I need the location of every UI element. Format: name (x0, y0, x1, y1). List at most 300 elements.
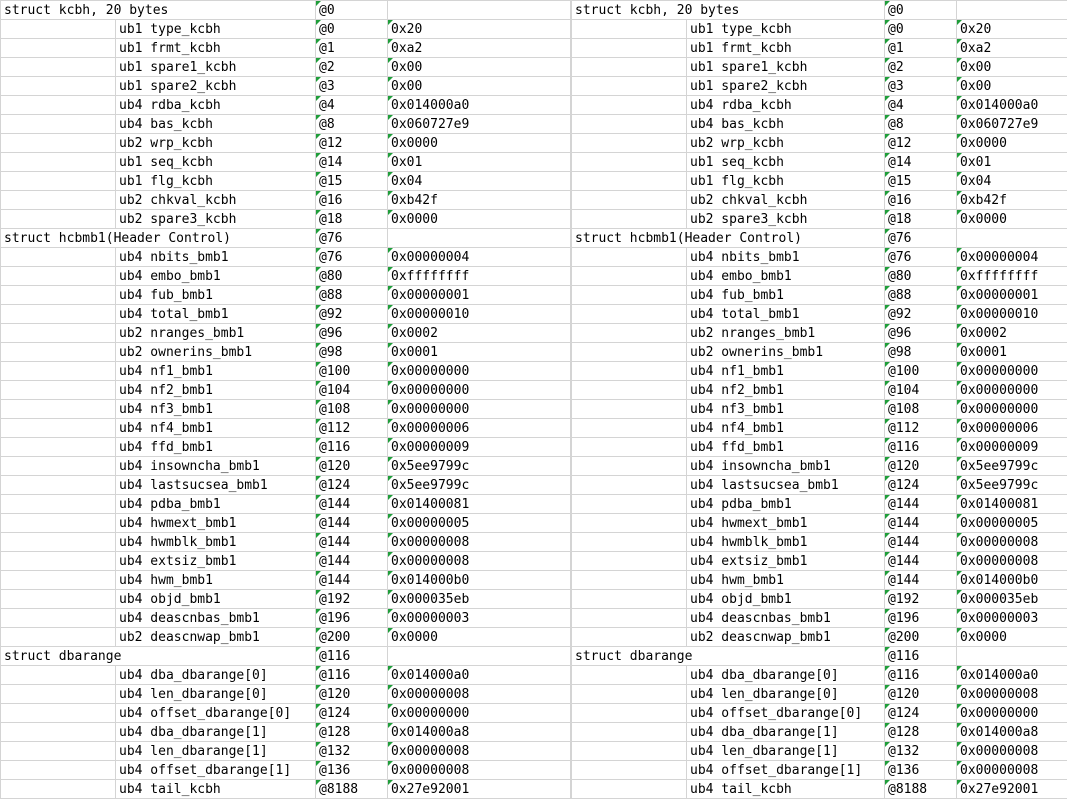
value-cell[interactable]: 0x00 (388, 77, 571, 96)
field-name-cell[interactable]: ub4 pdba_bmb1 (116, 495, 316, 514)
indent-cell[interactable] (572, 362, 687, 381)
value-cell[interactable]: 0x014000a0 (388, 96, 571, 115)
value-cell[interactable]: 0x00000008 (388, 552, 571, 571)
field-name-cell[interactable]: ub1 spare2_kcbh (116, 77, 316, 96)
field-name-cell[interactable]: ub4 insowncha_bmb1 (116, 457, 316, 476)
offset-cell[interactable]: @136 (316, 761, 388, 780)
indent-cell[interactable] (1, 723, 116, 742)
field-name-cell[interactable]: ub4 hwmblk_bmb1 (116, 533, 316, 552)
field-name-cell[interactable]: ub4 dba_dbarange[1] (687, 723, 885, 742)
offset-cell[interactable]: @108 (885, 400, 957, 419)
field-name-cell[interactable]: ub4 extsiz_bmb1 (116, 552, 316, 571)
value-cell[interactable]: 0x00000008 (957, 761, 1067, 780)
value-cell[interactable]: 0x00000008 (388, 685, 571, 704)
indent-cell[interactable] (1, 419, 116, 438)
field-name-cell[interactable]: ub4 len_dbarange[1] (116, 742, 316, 761)
offset-cell[interactable]: @144 (316, 552, 388, 571)
offset-cell[interactable]: @104 (316, 381, 388, 400)
value-cell[interactable]: 0x01 (957, 153, 1067, 172)
offset-cell[interactable]: @144 (885, 495, 957, 514)
field-name-cell[interactable]: ub4 dba_dbarange[0] (116, 666, 316, 685)
offset-cell[interactable]: @8188 (316, 780, 388, 799)
value-cell[interactable]: 0x00000008 (957, 552, 1067, 571)
offset-cell[interactable]: @8 (885, 115, 957, 134)
field-name-cell[interactable]: ub4 nf4_bmb1 (687, 419, 885, 438)
field-name-cell[interactable]: ub2 spare3_kcbh (116, 210, 316, 229)
indent-cell[interactable] (572, 761, 687, 780)
field-name-cell[interactable]: ub4 objd_bmb1 (687, 590, 885, 609)
indent-cell[interactable] (1, 590, 116, 609)
indent-cell[interactable] (572, 58, 687, 77)
indent-cell[interactable] (1, 742, 116, 761)
indent-cell[interactable] (1, 381, 116, 400)
offset-cell[interactable]: @116 (316, 666, 388, 685)
value-cell[interactable]: 0x5ee9799c (388, 476, 571, 495)
offset-cell[interactable]: @4 (885, 96, 957, 115)
value-cell[interactable]: 0x0001 (957, 343, 1067, 362)
offset-cell[interactable]: @144 (316, 495, 388, 514)
field-name-cell[interactable]: ub1 spare1_kcbh (687, 58, 885, 77)
struct-name-cell[interactable]: struct dbarange (1, 647, 316, 666)
indent-cell[interactable] (572, 324, 687, 343)
offset-cell[interactable]: @98 (316, 343, 388, 362)
value-cell[interactable]: 0x0002 (388, 324, 571, 343)
field-name-cell[interactable]: ub4 objd_bmb1 (116, 590, 316, 609)
indent-cell[interactable] (572, 685, 687, 704)
value-cell[interactable]: 0x27e92001 (957, 780, 1067, 799)
field-name-cell[interactable]: ub4 embo_bmb1 (116, 267, 316, 286)
offset-cell[interactable]: @1 (316, 39, 388, 58)
value-cell[interactable]: 0xffffffff (957, 267, 1067, 286)
value-cell[interactable]: 0x00000008 (957, 742, 1067, 761)
offset-cell[interactable]: @0 (316, 1, 388, 20)
value-cell[interactable]: 0x00000004 (957, 248, 1067, 267)
value-cell[interactable]: 0x014000a0 (957, 96, 1067, 115)
value-cell[interactable]: 0x01400081 (957, 495, 1067, 514)
value-cell[interactable]: 0x0002 (957, 324, 1067, 343)
indent-cell[interactable] (572, 267, 687, 286)
value-cell[interactable]: 0x000035eb (957, 590, 1067, 609)
value-cell[interactable]: 0x00000004 (388, 248, 571, 267)
offset-cell[interactable]: @3 (316, 77, 388, 96)
indent-cell[interactable] (1, 362, 116, 381)
value-cell[interactable]: 0x00000003 (388, 609, 571, 628)
offset-cell[interactable]: @144 (316, 514, 388, 533)
indent-cell[interactable] (1, 514, 116, 533)
value-cell[interactable] (388, 647, 571, 666)
field-name-cell[interactable]: ub4 total_bmb1 (116, 305, 316, 324)
field-name-cell[interactable]: ub2 ownerins_bmb1 (116, 343, 316, 362)
offset-cell[interactable]: @144 (316, 571, 388, 590)
value-cell[interactable]: 0x20 (388, 20, 571, 39)
value-cell[interactable]: 0x04 (388, 172, 571, 191)
indent-cell[interactable] (572, 666, 687, 685)
indent-cell[interactable] (572, 286, 687, 305)
value-cell[interactable]: 0xffffffff (388, 267, 571, 286)
offset-cell[interactable]: @76 (885, 248, 957, 267)
offset-cell[interactable]: @128 (885, 723, 957, 742)
value-cell[interactable]: 0x00000000 (957, 400, 1067, 419)
offset-cell[interactable]: @98 (885, 343, 957, 362)
offset-cell[interactable]: @16 (885, 191, 957, 210)
offset-cell[interactable]: @92 (316, 305, 388, 324)
indent-cell[interactable] (1, 58, 116, 77)
field-name-cell[interactable]: ub4 offset_dbarange[1] (116, 761, 316, 780)
value-cell[interactable]: 0x00000010 (388, 305, 571, 324)
offset-cell[interactable]: @192 (316, 590, 388, 609)
value-cell[interactable]: 0x01400081 (388, 495, 571, 514)
field-name-cell[interactable]: ub4 deascnbas_bmb1 (687, 609, 885, 628)
value-cell[interactable]: 0x014000a0 (388, 666, 571, 685)
field-name-cell[interactable]: ub4 offset_dbarange[0] (687, 704, 885, 723)
field-name-cell[interactable]: ub4 total_bmb1 (687, 305, 885, 324)
offset-cell[interactable]: @132 (885, 742, 957, 761)
value-cell[interactable]: 0x27e92001 (388, 780, 571, 799)
offset-cell[interactable]: @8188 (885, 780, 957, 799)
value-cell[interactable] (957, 1, 1067, 20)
indent-cell[interactable] (572, 153, 687, 172)
indent-cell[interactable] (572, 115, 687, 134)
indent-cell[interactable] (572, 39, 687, 58)
field-name-cell[interactable]: ub4 ffd_bmb1 (116, 438, 316, 457)
indent-cell[interactable] (1, 77, 116, 96)
offset-cell[interactable]: @124 (316, 704, 388, 723)
offset-cell[interactable]: @144 (885, 533, 957, 552)
value-cell[interactable]: 0x00000000 (388, 704, 571, 723)
struct-name-cell[interactable]: struct kcbh, 20 bytes (572, 1, 885, 20)
field-name-cell[interactable]: ub4 fub_bmb1 (116, 286, 316, 305)
indent-cell[interactable] (1, 476, 116, 495)
indent-cell[interactable] (572, 533, 687, 552)
offset-cell[interactable]: @0 (885, 1, 957, 20)
indent-cell[interactable] (1, 286, 116, 305)
indent-cell[interactable] (1, 495, 116, 514)
offset-cell[interactable]: @12 (885, 134, 957, 153)
offset-cell[interactable]: @120 (885, 457, 957, 476)
value-cell[interactable]: 0x00000003 (957, 609, 1067, 628)
indent-cell[interactable] (572, 134, 687, 153)
value-cell[interactable]: 0x5ee9799c (388, 457, 571, 476)
offset-cell[interactable]: @96 (885, 324, 957, 343)
offset-cell[interactable]: @2 (316, 58, 388, 77)
field-name-cell[interactable]: ub4 nf2_bmb1 (116, 381, 316, 400)
value-cell[interactable]: 0x00000005 (388, 514, 571, 533)
indent-cell[interactable] (572, 514, 687, 533)
indent-cell[interactable] (1, 153, 116, 172)
offset-cell[interactable]: @120 (885, 685, 957, 704)
offset-cell[interactable]: @104 (885, 381, 957, 400)
field-name-cell[interactable]: ub4 embo_bmb1 (687, 267, 885, 286)
struct-name-cell[interactable]: struct hcbmb1(Header Control) (1, 229, 316, 248)
indent-cell[interactable] (572, 248, 687, 267)
value-cell[interactable]: 0xa2 (388, 39, 571, 58)
indent-cell[interactable] (1, 191, 116, 210)
indent-cell[interactable] (1, 438, 116, 457)
value-cell[interactable]: 0x0000 (388, 134, 571, 153)
indent-cell[interactable] (1, 343, 116, 362)
field-name-cell[interactable]: ub1 seq_kcbh (687, 153, 885, 172)
offset-cell[interactable]: @144 (316, 533, 388, 552)
indent-cell[interactable] (1, 20, 116, 39)
indent-cell[interactable] (572, 495, 687, 514)
offset-cell[interactable]: @116 (885, 647, 957, 666)
offset-cell[interactable]: @96 (316, 324, 388, 343)
field-name-cell[interactable]: ub1 frmt_kcbh (116, 39, 316, 58)
offset-cell[interactable]: @3 (885, 77, 957, 96)
field-name-cell[interactable]: ub1 flg_kcbh (116, 172, 316, 191)
value-cell[interactable]: 0xb42f (957, 191, 1067, 210)
indent-cell[interactable] (572, 77, 687, 96)
field-name-cell[interactable]: ub4 ffd_bmb1 (687, 438, 885, 457)
field-name-cell[interactable]: ub4 len_dbarange[1] (687, 742, 885, 761)
field-name-cell[interactable]: ub4 nf1_bmb1 (687, 362, 885, 381)
field-name-cell[interactable]: ub4 offset_dbarange[0] (116, 704, 316, 723)
indent-cell[interactable] (572, 400, 687, 419)
indent-cell[interactable] (1, 609, 116, 628)
value-cell[interactable]: 0x00000005 (957, 514, 1067, 533)
offset-cell[interactable]: @4 (316, 96, 388, 115)
value-cell[interactable]: 0x00000009 (388, 438, 571, 457)
field-name-cell[interactable]: ub2 deascnwap_bmb1 (116, 628, 316, 647)
offset-cell[interactable]: @112 (316, 419, 388, 438)
field-name-cell[interactable]: ub1 type_kcbh (116, 20, 316, 39)
field-name-cell[interactable]: ub2 chkval_kcbh (687, 191, 885, 210)
field-name-cell[interactable]: ub4 nf1_bmb1 (116, 362, 316, 381)
value-cell[interactable]: 0x00 (388, 58, 571, 77)
offset-cell[interactable]: @2 (885, 58, 957, 77)
offset-cell[interactable]: @15 (885, 172, 957, 191)
indent-cell[interactable] (1, 533, 116, 552)
indent-cell[interactable] (572, 780, 687, 799)
value-cell[interactable]: 0x00000000 (388, 400, 571, 419)
value-cell[interactable]: 0x000035eb (388, 590, 571, 609)
indent-cell[interactable] (1, 115, 116, 134)
field-name-cell[interactable]: ub2 wrp_kcbh (116, 134, 316, 153)
value-cell[interactable]: 0x00000008 (957, 533, 1067, 552)
offset-cell[interactable]: @128 (316, 723, 388, 742)
value-cell[interactable]: 0x014000b0 (388, 571, 571, 590)
indent-cell[interactable] (572, 343, 687, 362)
field-name-cell[interactable]: ub1 spare1_kcbh (116, 58, 316, 77)
field-name-cell[interactable]: ub4 lastsucsea_bmb1 (687, 476, 885, 495)
offset-cell[interactable]: @100 (316, 362, 388, 381)
offset-cell[interactable]: @120 (316, 685, 388, 704)
value-cell[interactable]: 0x00000000 (957, 362, 1067, 381)
field-name-cell[interactable]: ub2 spare3_kcbh (687, 210, 885, 229)
offset-cell[interactable]: @0 (316, 20, 388, 39)
indent-cell[interactable] (572, 723, 687, 742)
value-cell[interactable]: 0x00000001 (388, 286, 571, 305)
indent-cell[interactable] (1, 305, 116, 324)
value-cell[interactable]: 0x00000009 (957, 438, 1067, 457)
field-name-cell[interactable]: ub2 nranges_bmb1 (687, 324, 885, 343)
field-name-cell[interactable]: ub1 type_kcbh (687, 20, 885, 39)
indent-cell[interactable] (1, 248, 116, 267)
value-cell[interactable] (388, 1, 571, 20)
value-cell[interactable]: 0x20 (957, 20, 1067, 39)
field-name-cell[interactable]: ub4 rdba_kcbh (687, 96, 885, 115)
offset-cell[interactable]: @112 (885, 419, 957, 438)
indent-cell[interactable] (572, 210, 687, 229)
indent-cell[interactable] (1, 96, 116, 115)
value-cell[interactable]: 0xb42f (388, 191, 571, 210)
offset-cell[interactable]: @196 (316, 609, 388, 628)
indent-cell[interactable] (572, 609, 687, 628)
field-name-cell[interactable]: ub4 hwm_bmb1 (116, 571, 316, 590)
value-cell[interactable]: 0x04 (957, 172, 1067, 191)
value-cell[interactable]: 0x01 (388, 153, 571, 172)
field-name-cell[interactable]: ub4 hwmext_bmb1 (116, 514, 316, 533)
field-name-cell[interactable]: ub4 extsiz_bmb1 (687, 552, 885, 571)
value-cell[interactable]: 0x0000 (957, 628, 1067, 647)
offset-cell[interactable]: @16 (316, 191, 388, 210)
value-cell[interactable]: 0x060727e9 (388, 115, 571, 134)
value-cell[interactable]: 0x014000b0 (957, 571, 1067, 590)
offset-cell[interactable]: @144 (885, 514, 957, 533)
indent-cell[interactable] (1, 780, 116, 799)
indent-cell[interactable] (572, 438, 687, 457)
offset-cell[interactable]: @18 (316, 210, 388, 229)
field-name-cell[interactable]: ub4 tail_kcbh (116, 780, 316, 799)
indent-cell[interactable] (572, 590, 687, 609)
indent-cell[interactable] (1, 210, 116, 229)
value-cell[interactable]: 0x00000000 (388, 381, 571, 400)
offset-cell[interactable]: @116 (885, 666, 957, 685)
indent-cell[interactable] (1, 666, 116, 685)
value-cell[interactable]: 0x00000008 (388, 533, 571, 552)
field-name-cell[interactable]: ub4 dba_dbarange[0] (687, 666, 885, 685)
indent-cell[interactable] (1, 628, 116, 647)
value-cell[interactable]: 0x00000000 (388, 362, 571, 381)
field-name-cell[interactable]: ub4 insowncha_bmb1 (687, 457, 885, 476)
value-cell[interactable]: 0x014000a8 (957, 723, 1067, 742)
indent-cell[interactable] (572, 419, 687, 438)
value-cell[interactable]: 0x060727e9 (957, 115, 1067, 134)
offset-cell[interactable]: @200 (316, 628, 388, 647)
value-cell[interactable]: 0x00000006 (957, 419, 1067, 438)
offset-cell[interactable]: @124 (885, 704, 957, 723)
offset-cell[interactable]: @80 (885, 267, 957, 286)
indent-cell[interactable] (1, 571, 116, 590)
field-name-cell[interactable]: ub4 lastsucsea_bmb1 (116, 476, 316, 495)
value-cell[interactable]: 0x00000008 (388, 742, 571, 761)
field-name-cell[interactable]: ub4 bas_kcbh (687, 115, 885, 134)
indent-cell[interactable] (572, 20, 687, 39)
value-cell[interactable] (957, 229, 1067, 248)
value-cell[interactable]: 0x00000006 (388, 419, 571, 438)
field-name-cell[interactable]: ub1 frmt_kcbh (687, 39, 885, 58)
value-cell[interactable]: 0x5ee9799c (957, 457, 1067, 476)
indent-cell[interactable] (1, 134, 116, 153)
field-name-cell[interactable]: ub1 flg_kcbh (687, 172, 885, 191)
field-name-cell[interactable]: ub4 nf3_bmb1 (116, 400, 316, 419)
indent-cell[interactable] (572, 704, 687, 723)
value-cell[interactable]: 0x014000a0 (957, 666, 1067, 685)
offset-cell[interactable]: @124 (316, 476, 388, 495)
value-cell[interactable]: 0x5ee9799c (957, 476, 1067, 495)
indent-cell[interactable] (1, 457, 116, 476)
field-name-cell[interactable]: ub2 ownerins_bmb1 (687, 343, 885, 362)
offset-cell[interactable]: @14 (885, 153, 957, 172)
field-name-cell[interactable]: ub4 hwm_bmb1 (687, 571, 885, 590)
value-cell[interactable]: 0x00000000 (957, 381, 1067, 400)
field-name-cell[interactable]: ub4 pdba_bmb1 (687, 495, 885, 514)
field-name-cell[interactable]: ub2 deascnwap_bmb1 (687, 628, 885, 647)
value-cell[interactable]: 0x0000 (388, 210, 571, 229)
indent-cell[interactable] (572, 476, 687, 495)
value-cell[interactable]: 0x00000008 (957, 685, 1067, 704)
value-cell[interactable] (957, 647, 1067, 666)
field-name-cell[interactable]: ub2 nranges_bmb1 (116, 324, 316, 343)
indent-cell[interactable] (1, 39, 116, 58)
field-name-cell[interactable]: ub4 len_dbarange[0] (116, 685, 316, 704)
indent-cell[interactable] (572, 381, 687, 400)
indent-cell[interactable] (1, 685, 116, 704)
offset-cell[interactable]: @12 (316, 134, 388, 153)
offset-cell[interactable]: @88 (316, 286, 388, 305)
indent-cell[interactable] (1, 324, 116, 343)
field-name-cell[interactable]: ub4 offset_dbarange[1] (687, 761, 885, 780)
field-name-cell[interactable]: ub4 fub_bmb1 (687, 286, 885, 305)
field-name-cell[interactable]: ub4 rdba_kcbh (116, 96, 316, 115)
indent-cell[interactable] (572, 628, 687, 647)
struct-name-cell[interactable]: struct hcbmb1(Header Control) (572, 229, 885, 248)
value-cell[interactable]: 0x0000 (957, 134, 1067, 153)
offset-cell[interactable]: @1 (885, 39, 957, 58)
offset-cell[interactable]: @15 (316, 172, 388, 191)
offset-cell[interactable]: @116 (885, 438, 957, 457)
field-name-cell[interactable]: ub4 deascnbas_bmb1 (116, 609, 316, 628)
indent-cell[interactable] (572, 305, 687, 324)
value-cell[interactable]: 0x0000 (957, 210, 1067, 229)
indent-cell[interactable] (1, 267, 116, 286)
field-name-cell[interactable]: ub4 bas_kcbh (116, 115, 316, 134)
offset-cell[interactable]: @100 (885, 362, 957, 381)
field-name-cell[interactable]: ub4 nf3_bmb1 (687, 400, 885, 419)
field-name-cell[interactable]: ub2 chkval_kcbh (116, 191, 316, 210)
field-name-cell[interactable]: ub4 nf4_bmb1 (116, 419, 316, 438)
field-name-cell[interactable]: ub4 nbits_bmb1 (116, 248, 316, 267)
offset-cell[interactable]: @132 (316, 742, 388, 761)
value-cell[interactable]: 0x0001 (388, 343, 571, 362)
indent-cell[interactable] (1, 552, 116, 571)
offset-cell[interactable]: @8 (316, 115, 388, 134)
value-cell[interactable]: 0x014000a8 (388, 723, 571, 742)
field-name-cell[interactable]: ub4 tail_kcbh (687, 780, 885, 799)
offset-cell[interactable]: @80 (316, 267, 388, 286)
indent-cell[interactable] (572, 457, 687, 476)
offset-cell[interactable]: @76 (316, 229, 388, 248)
struct-name-cell[interactable]: struct kcbh, 20 bytes (1, 1, 316, 20)
indent-cell[interactable] (572, 191, 687, 210)
field-name-cell[interactable]: ub4 nf2_bmb1 (687, 381, 885, 400)
value-cell[interactable]: 0x00000010 (957, 305, 1067, 324)
indent-cell[interactable] (1, 704, 116, 723)
indent-cell[interactable] (572, 742, 687, 761)
offset-cell[interactable]: @76 (885, 229, 957, 248)
field-name-cell[interactable]: ub4 dba_dbarange[1] (116, 723, 316, 742)
offset-cell[interactable]: @144 (885, 552, 957, 571)
offset-cell[interactable]: @124 (885, 476, 957, 495)
value-cell[interactable]: 0x00000008 (388, 761, 571, 780)
indent-cell[interactable] (572, 571, 687, 590)
offset-cell[interactable]: @0 (885, 20, 957, 39)
value-cell[interactable] (388, 229, 571, 248)
offset-cell[interactable]: @116 (316, 438, 388, 457)
offset-cell[interactable]: @136 (885, 761, 957, 780)
indent-cell[interactable] (572, 552, 687, 571)
field-name-cell[interactable]: ub4 len_dbarange[0] (687, 685, 885, 704)
